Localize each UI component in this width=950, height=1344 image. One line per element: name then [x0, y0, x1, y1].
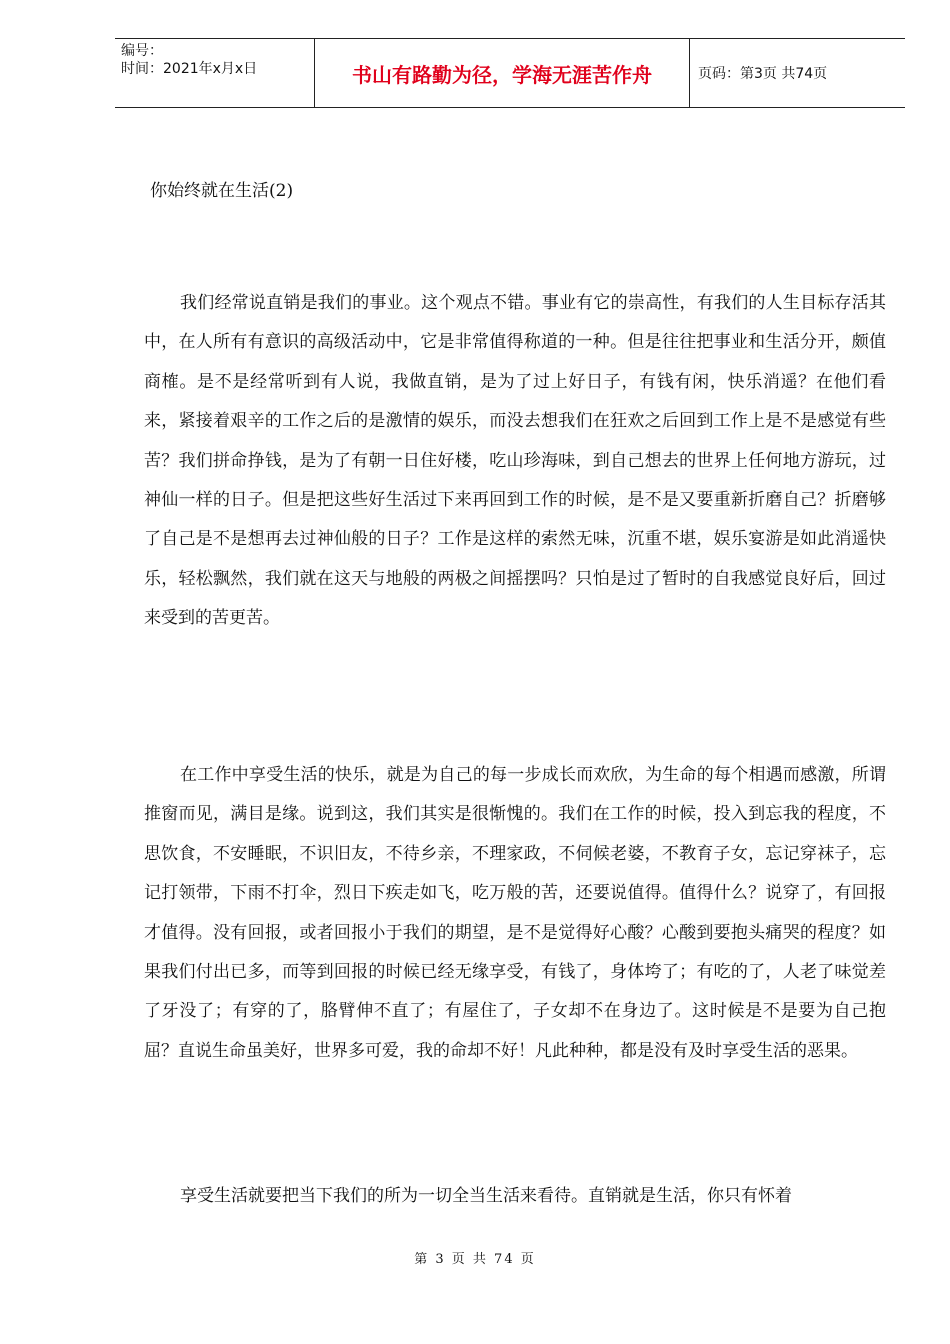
body-paragraph: 在工作中享受生活的快乐，就是为自己的每一步成长而欢欣，为生命的每个相遇而感激，所谓推窗而见，满目是缘。说到这，我们其实是很惭愧的。我们在工作的时候，投入到忘我的程度，不思饮食，不安睡眠，不识旧友，不待乡亲，不理家政，不伺候老婆，不教育子女，忘记穿袜子，忘记打领带，下雨不打伞，烈日下疾走如飞，吃万般的苦，还要说值得。值得什么？说穿了，有回报才值得。没有回报，或者回报小于我们的期望，是不是觉得好心酸？心酸到要抱头痛哭的程度？如果我们付出已多，而等到回报的时候已经无缘享受，有钱了，身体垮了；有吃的了，人老了味觉差了牙没了；有穿的了，胳臂伸不直了；有屋住了，子女却不在身边了。这时候是不是要为自己抱屈？直说生命虽美好，世界多可爱，我的命却不好！凡此种种，都是没有及时享受生活的恶果。	[144, 765, 886, 1061]
document-number-label: 编号：	[121, 43, 163, 59]
header-page-info: 页码：第3页 共74页	[698, 66, 828, 82]
page-header	[115, 38, 905, 108]
document-title: 你始终就在生活(2)	[150, 181, 294, 201]
body-paragraph: 享受生活就要把当下我们的所为一切全当生活来看待。直销就是生活，你只有怀着	[180, 1186, 792, 1206]
page-footer: 第 3 页 共 74 页	[414, 1252, 536, 1267]
document-time-label: 时间：2021年x月x日	[121, 61, 258, 77]
header-motto: 书山有路勤为径，学海无涯苦作舟	[315, 39, 690, 107]
header-meta-cell	[115, 39, 315, 107]
body-paragraph: 我们经常说直销是我们的事业。这个观点不错。事业有它的崇高性，有我们的人生目标存活其中，在人所有有意识的高级活动中，它是非常值得称道的一种。但是往往把事业和生活分开，颇值商榷。是不是经常听到有人说，我做直销，是为了过上好日子，有钱有闲，快乐消遥？在他们看来，紧接着艰辛的工作之后的是激情的娱乐，而没去想我们在狂欢之后回到工作上是不是感觉有些苦？我们拼命挣钱，是为了有朝一日住好楼，吃山珍海味，到自己想去的世界上任何地方游玩，过神仙一样的日子。但是把这些好生活过下来再回到工作的时候，是不是又要重新折磨自己？折磨够了自己是不是想再去过神仙般的日子？工作是这样的索然无味，沉重不堪，娱乐宴游是如此消遥快乐，轻松飘然，我们就在这天与地般的两极之间摇摆吗？只怕是过了暂时的自我感觉良好后，回过来受到的苦更苦。	[144, 293, 886, 629]
